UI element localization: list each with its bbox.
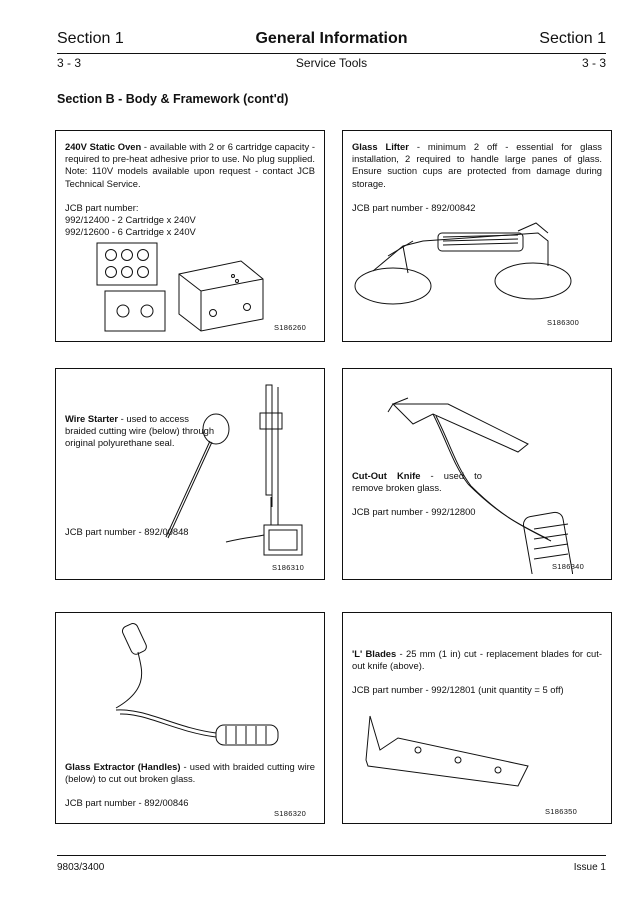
issue-number: Issue 1 bbox=[573, 862, 606, 873]
page-header bbox=[57, 30, 606, 52]
page-number-left: 3 - 3 bbox=[57, 56, 82, 70]
figure-code: S186320 bbox=[274, 809, 307, 818]
figure-code: S186300 bbox=[547, 318, 580, 327]
page-subheader bbox=[57, 56, 606, 74]
part-label: JCB part number: bbox=[65, 201, 139, 213]
l-blade-illustration bbox=[358, 708, 558, 788]
header-rule bbox=[57, 53, 606, 54]
tool-description: - 25 mm (1 in) cut - replacement blades for cut-out knife (above). bbox=[352, 648, 602, 672]
subheader-title: Service Tools bbox=[295, 56, 368, 70]
tool-title: Cut-Out Knife bbox=[352, 470, 421, 481]
part-number: JCB part number - 892/00842 bbox=[352, 201, 476, 213]
tool-title: Wire Starter bbox=[65, 413, 119, 424]
static-oven-illustration bbox=[91, 239, 311, 334]
part-number: JCB part number - 992/12801 (unit quantity = 5 off) bbox=[352, 684, 564, 696]
panel-glass-lifter bbox=[342, 130, 612, 342]
panel-text bbox=[65, 141, 315, 238]
part-number-line: 992/12600 - 6 Cartridge x 240V bbox=[65, 226, 196, 238]
panel-text bbox=[65, 413, 215, 462]
part-number-line: 992/12400 - 2 Cartridge x 240V bbox=[65, 214, 196, 226]
panel-text bbox=[352, 141, 602, 214]
glass-extractor-illustration bbox=[76, 618, 321, 758]
figure-code: S186310 bbox=[272, 563, 305, 572]
part-number: JCB part number - 892/00846 bbox=[65, 797, 189, 809]
header-section-right: Section 1 bbox=[539, 30, 606, 47]
tool-description: - used to remove broken glass. bbox=[352, 470, 482, 494]
figure-code: S186350 bbox=[545, 807, 578, 816]
glass-lifter-illustration bbox=[348, 211, 608, 321]
figure-code: S186260 bbox=[274, 323, 307, 332]
figure-code: S186340 bbox=[552, 562, 585, 571]
footer-rule bbox=[57, 855, 606, 856]
page-number-right: 3 - 3 bbox=[581, 56, 606, 70]
tool-title: 240V Static Oven bbox=[65, 141, 142, 152]
panel-wire-starter bbox=[55, 368, 325, 580]
header-section-left: Section 1 bbox=[57, 30, 124, 47]
panel-text bbox=[65, 761, 315, 810]
header-title: General Information bbox=[255, 30, 408, 47]
document-number: 9803/3400 bbox=[57, 862, 105, 873]
section-title: Section B - Body & Framework (cont'd) bbox=[57, 92, 289, 106]
tool-description: - used with braided cutting wire (below) to cut out broken glass. bbox=[65, 761, 315, 785]
panel-cut-out-knife bbox=[342, 368, 612, 580]
panel-text bbox=[352, 648, 602, 697]
tool-title: Glass Lifter bbox=[352, 141, 409, 152]
part-number: JCB part number - 892/00848 bbox=[65, 526, 189, 537]
tool-title: 'L' Blades bbox=[352, 648, 397, 659]
tool-description: - used to access braided cutting wire (below) through original polyurethane seal. bbox=[65, 413, 215, 449]
tool-description: - minimum 2 off - essential for glass installation, 2 required to handle large panes of glass. Ensure suction cups are protected from damage during storage. bbox=[352, 141, 602, 189]
tool-description: - available with 2 or 6 cartridge capacity - required to pre-heat adhesive prior to use. No plug supplied. Note: 110V models available upon request - contact JCB Technical Service. bbox=[65, 141, 315, 189]
part-number: JCB part number - 992/12800 bbox=[352, 506, 476, 518]
panel-l-blades bbox=[342, 612, 612, 824]
wire-starter-illustration bbox=[66, 377, 321, 572]
tool-title: Glass Extractor (Handles) bbox=[65, 761, 181, 772]
panel-text bbox=[352, 470, 482, 519]
panel-static-oven bbox=[55, 130, 325, 342]
panel-glass-extractor bbox=[55, 612, 325, 824]
